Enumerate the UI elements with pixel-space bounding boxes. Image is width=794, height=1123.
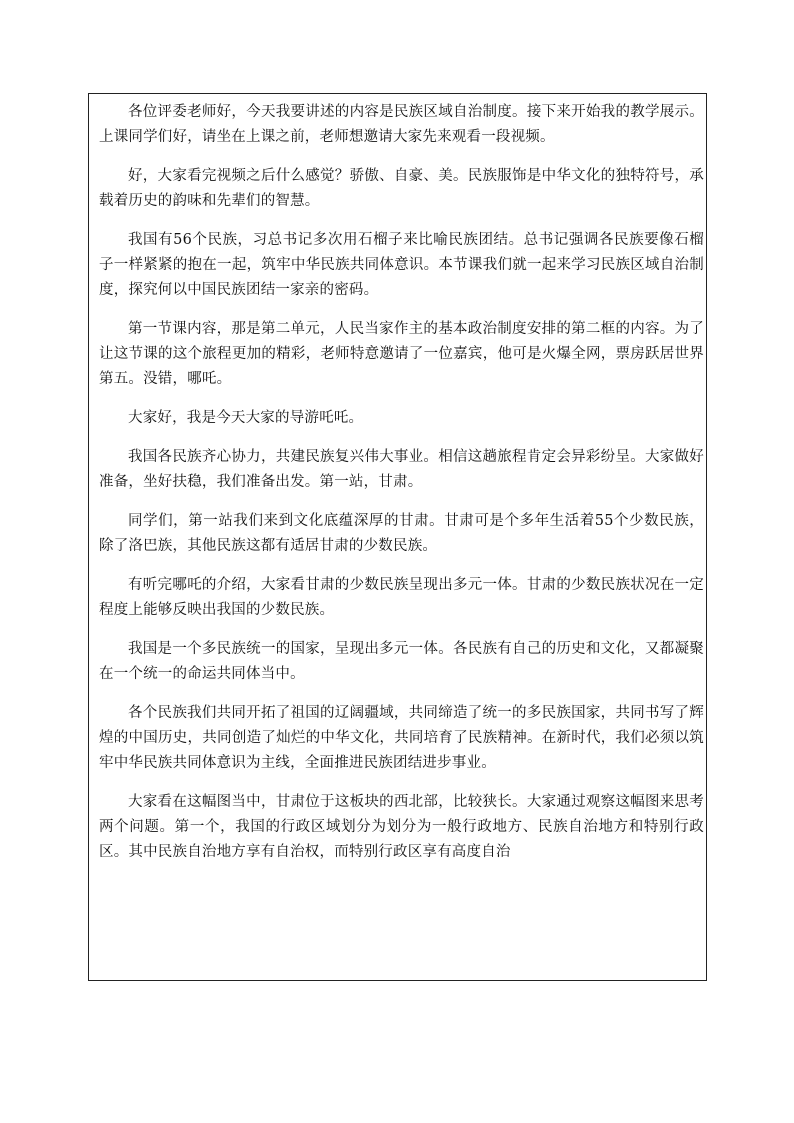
paragraph: 各个民族我们共同开拓了祖国的辽阔疆域，共同缔造了统一的多民族国家，共同书写了辉煌的中国历史，共同创造了灿烂的中华文化，共同培育了民族精神。在新时代，我们必须以筑牢中华民族共同体意识为主线，全面推进民族团结进步事业。 — [99, 705, 704, 771]
paragraph: 好，大家看完视频之后什么感觉？骄傲、自豪、美。民族服饰是中华文化的独特符号，承载着历史的韵味和先辈们的智慧。 — [99, 168, 704, 209]
paragraph: 大家看在这幅图当中，甘肃位于这板块的西北部，比较狭长。大家通过观察这幅图来思考两个问题。第一个，我国的行政区域划分为划分为一般行政地方、民族自治地方和特别行政区。其中民族自治地方享有自治权，而特别行政区享有高度自治 — [99, 794, 704, 860]
paragraph: 同学们，第一站我们来到文化底蕴深厚的甘肃。甘肃可是个多年生活着55个少数民族，除了洛巴族，其他民族这都有适居甘肃的少数民族。 — [99, 513, 704, 554]
paragraph: 第一节课内容，那是第二单元，人民当家作主的基本政治制度安排的第二框的内容。为了让这节课的这个旅程更加的精彩，老师特意邀请了一位嘉宾，他可是火爆全网，票房跃居世界第五。没错，哪吒。 — [99, 321, 704, 387]
paragraph: 我国各民族齐心协力，共建民族复兴伟大事业。相信这趟旅程肯定会异彩纷呈。大家做好准备，坐好扶稳，我们准备出发。第一站，甘肃。 — [99, 449, 704, 490]
document-frame — [88, 93, 707, 981]
paragraph: 大家好，我是今天大家的导游吒吒。 — [128, 410, 364, 426]
paragraph: 各位评委老师好，今天我要讲述的内容是民族区域自治制度。接下来开始我的教学展示。上课同学们好，请坐在上课之前，老师想邀请大家先来观看一段视频。 — [99, 104, 704, 145]
paragraph: 我国有56个民族，习总书记多次用石榴子来比喻民族团结。总书记强调各民族要像石榴子一样紧紧的抱在一起，筑牢中华民族共同体意识。本节课我们就一起来学习民族区域自治制度，探究何以中国民族团结一家亲的密码。 — [99, 232, 704, 298]
paragraph: 我国是一个多民族统一的国家，呈现出多元一体。各民族有自己的历史和文化，又都凝聚在一个统一的命运共同体当中。 — [99, 641, 704, 682]
paragraph: 有听完哪吒的介绍，大家看甘肃的少数民族呈现出多元一体。甘肃的少数民族状况在一定程度上能够反映出我国的少数民族。 — [99, 577, 704, 618]
